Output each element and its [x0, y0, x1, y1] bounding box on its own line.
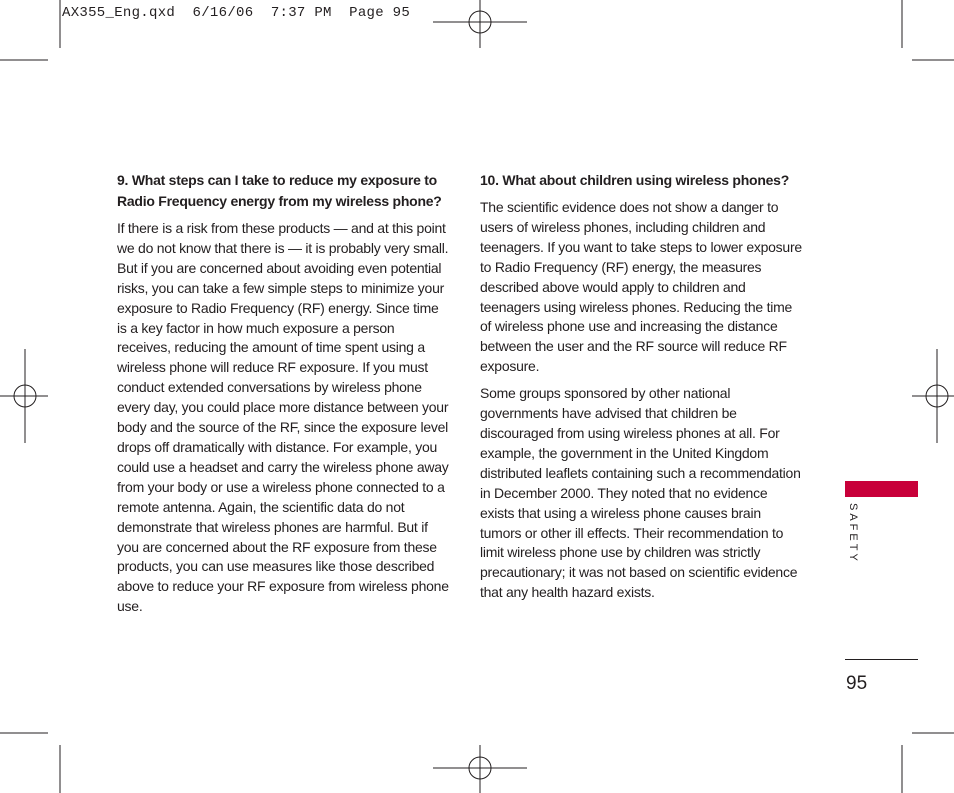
paragraph-children-evidence: The scientific evidence does not show a danger to users of wireless phones, including children and teenagers. If you want to take steps to lower exposure to Radio Frequency (RF) energy, the measures described above would apply to children and teenagers using wireless phones. Reducing the time of wireless phone use and increasing the distance between the user and the RF source will reduce RF exposure. [480, 199, 802, 375]
paragraph-reduce-exposure: If there is a risk from these products — and at this point we do not know that there is — it is probably very small. But if you are concerned about avoiding even potential risks, you can take a few simple steps to minimize your exposure to Radio Frequency (RF) energy. Since time is a key factor in how much exposure a person receives, reducing the amount of time spent using a wireless phone will reduce RF exposure. If you must conduct extended conversations by wireless phone every day, you could place more distance between your body and the source of the RF, since the exposure level drops off dramatically with distance. For example, you could use a headset and carry the wireless phone away from your body or use a wireless phone connected to a remote antenna. Again, the scientific data do not demonstrate that wireless phones are harmful. But if you are concerned about the RF exposure from these products, you can use measures like those described above to reduce your RF exposure from wireless phone use. [117, 220, 449, 615]
paragraph-children-governments: Some groups sponsored by other national governments have advised that children be discouraged from using wireless phones at all. For example, the government in the United Kingdom distributed leaflets containing such a recommendation in December 2000. They noted that no evidence exists that using a wireless phone causes brain tumors or other ill effects. Their recommendation to limit wireless phone use by children was strictly precautionary; it was not based on scientific evidence that any health hazard exists. [480, 385, 801, 601]
left-column [117, 170, 449, 624]
section-heading-children: 10. What about children using wireless phones? [480, 172, 789, 188]
print-slug: AX355_Eng.qxd 6/16/06 7:37 PM Page 95 [62, 5, 411, 21]
section-heading-reduce-exposure: 9. What steps can I take to reduce my exposure to Radio Frequency energy from my wireless phone? [117, 172, 442, 209]
page-number-rule [845, 659, 918, 660]
section-side-label: SAFETY [847, 503, 859, 564]
right-column [480, 170, 802, 610]
section-tab-bar [845, 481, 918, 497]
page-number: 95 [846, 673, 868, 694]
